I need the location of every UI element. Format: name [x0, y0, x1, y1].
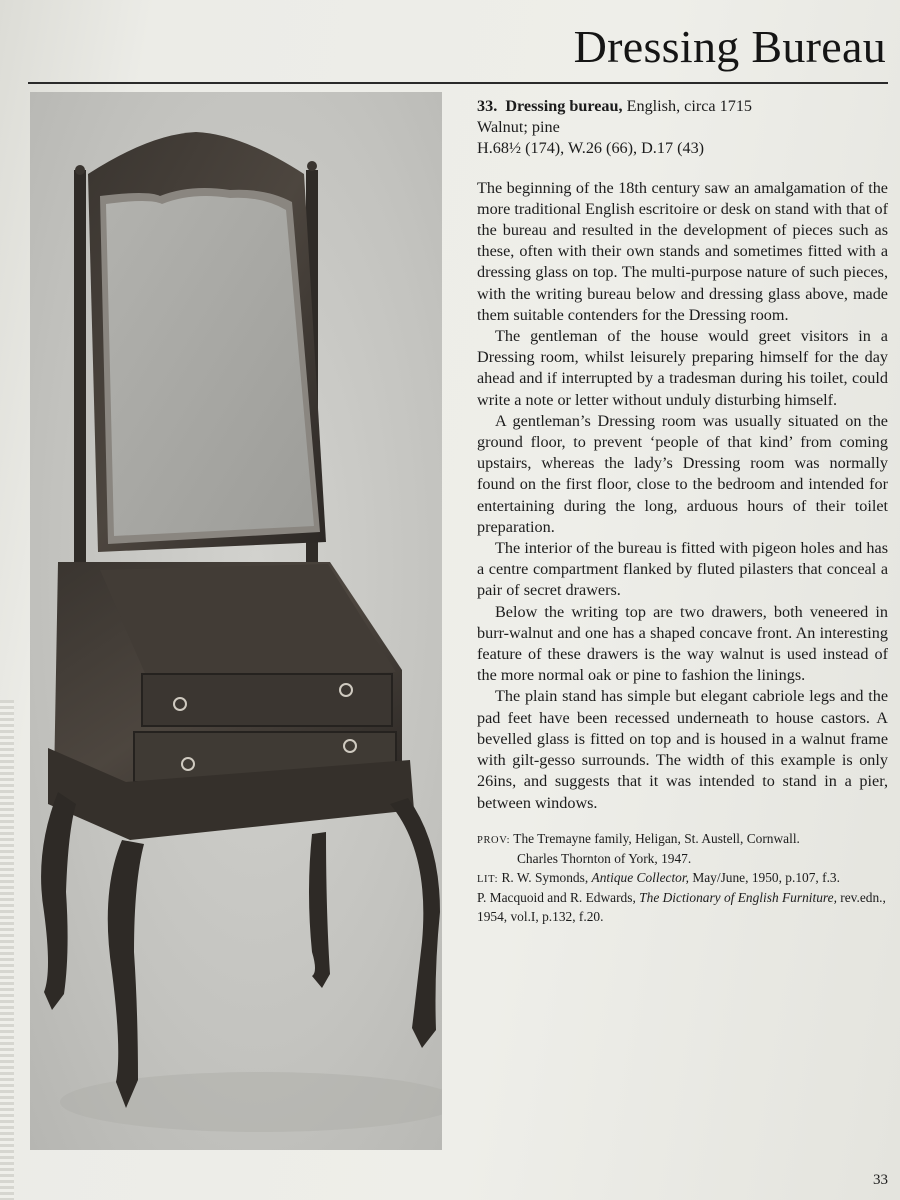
entry-heading [477, 96, 888, 117]
literature-ref-2: P. Macquoid and R. Edwards, [477, 890, 640, 906]
description-body [477, 178, 888, 814]
page-number: 33 [873, 1172, 888, 1188]
provenance-text: The Tremayne family, Heligan, St. Austell, Cornwall. [510, 830, 800, 846]
running-head-title: Dressing Bureau [573, 21, 886, 72]
entry-origin: English, circa 1715 [622, 97, 753, 115]
literature-ref-2-details: rev.edn., 1954, vol.I, p.132, f.20. [477, 890, 886, 925]
body-paragraph: The plain stand has simple but elegant cabriole legs and the pad feet have been recessed underneath to house castors. A bevelled glass is fitted on top and is housed in a walnut frame with gilt-gesso surrounds. The width of this example is only 26ins, and suggests that it was intended to stand in a pier, between windows. [477, 687, 888, 812]
body-paragraph: A gentleman’s Dressing room was usually situated on the ground floor, to prevent ‘people of that kind’ from coming upstairs, whereas the lady’s Dressing room was normally found on the first floor, close to the bedroom and intended for entertaining during the long, arduous hours of their toilet preparation. [477, 411, 888, 536]
text-column [477, 96, 888, 927]
provenance-line-continued: Charles Thornton of York, 1947. [517, 851, 692, 867]
book-page-edges [0, 700, 14, 1200]
entry-number: 33. [477, 97, 498, 115]
literature-ref-1-details: May/June, 1950, p.107, f.3. [688, 869, 840, 885]
literature-ref-1-title: Antique Collector, [591, 869, 689, 885]
body-paragraph: The interior of the bureau is fitted with pigeon holes and has a centre compartment flanked by fluted pilasters that conceal a pair of secret drawers. [477, 539, 888, 600]
header-rule [28, 82, 888, 84]
body-paragraph: Below the writing top are two drawers, both veneered in burr-walnut and one has a shaped concave front. An interesting feature of these drawers is the way walnut is used instead of the more normal oak or pine to fashion the linings. [477, 602, 888, 685]
literature-line [477, 889, 888, 926]
entry-materials: Walnut; pine [477, 118, 560, 137]
furniture-photograph [30, 92, 442, 1150]
provenance-line [477, 830, 888, 851]
dressing-bureau-illustration [30, 92, 442, 1150]
references [477, 830, 888, 927]
entry-name: Dressing bureau, [505, 97, 623, 115]
entry-dimensions: H.68½ (174), W.26 (66), D.17 (43) [477, 139, 705, 158]
literature-ref-1: R. W. Symonds, [498, 869, 592, 885]
provenance-label: PROV: [477, 834, 511, 846]
literature-ref-2-title: The Dictionary of English Furniture, [639, 890, 837, 906]
body-paragraph: The gentleman of the house would greet visitors in a Dressing room, whilst leisurely preparing himself for the day ahead and if interrupted by a tradesman during his toilet, could write a note or letter without unduly disturbing himself. [477, 327, 888, 409]
literature-line [477, 869, 888, 890]
body-paragraph: The beginning of the 18th century saw an amalgamation of the more traditional English escritoire or desk on stand with that of the bureau and resulted in the development of pieces such as these, often with their own stands and sometimes fitted with a dressing glass on top. The multi-purpose nature of such pieces, with the writing bureau below and dressing glass above, made them suitable contenders for the Dressing room. [477, 178, 888, 324]
literature-label: LIT: [477, 873, 499, 885]
